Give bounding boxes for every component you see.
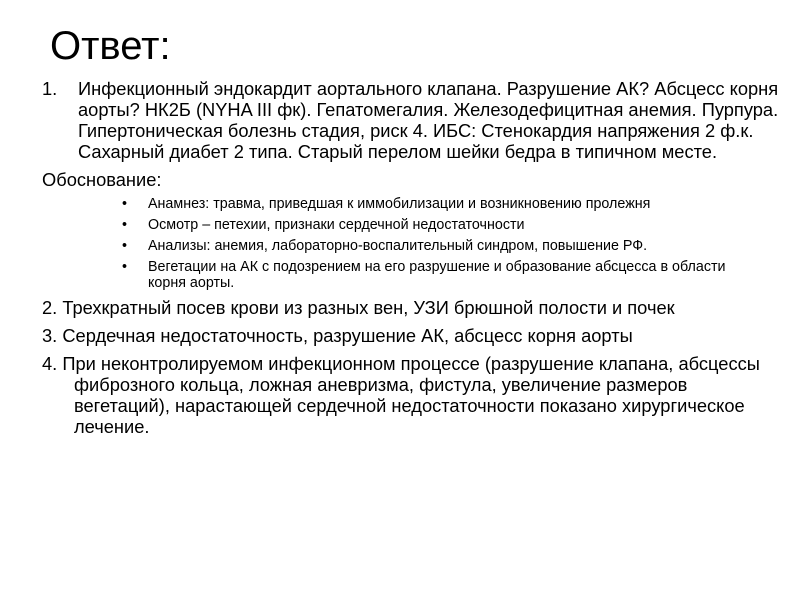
slide-content: [42, 78, 782, 444]
answer-item-2: 2. Трехкратный посев крови из разных вен, УЗИ брюшной полости и почек: [42, 297, 675, 318]
answer-item-3: 3. Сердечная недостаточность, разрушение АК, абсцесс корня аорты: [42, 325, 633, 346]
rationale-item-anamnesis: [42, 196, 782, 212]
bullet-icon: •: [122, 196, 128, 212]
answer-item-4: 4. При неконтролируемом инфекционном процессе (разрушение клапана, абсцессы фиброзного кольца, ложная аневризма, фистула, увеличение размеров вегетаций), нарастающей сердечной недостаточности показано хирургическое лечение.: [42, 353, 760, 437]
slide-title: Ответ:: [50, 24, 171, 68]
answer-item-1-text: Инфекционный эндокардит аортального клапана. Разрушение АК? Абсцесс корня аорты? НК2Б (NYHA III фк). Гепатомегалия. Железодефицитная анемия. Пурпура. Гипертоническая болезнь стадия, риск 4. ИБС: Стенокардия напряжения 2 ф.к. Сахарный диабет 2 типа. Старый перелом шейки бедра в типичном месте.: [78, 78, 779, 162]
rationale-item-text: Осмотр – петехии, признаки сердечной недостаточности: [148, 217, 525, 233]
rationale-item-text: Вегетации на АК с подозрением на его разрушение и образование абсцесса в области корня аорты.: [148, 259, 726, 291]
rationale-item-text: Анамнез: травма, приведшая к иммобилизации и возникновению пролежня: [148, 196, 651, 212]
rationale-list: [42, 196, 782, 291]
bullet-icon: •: [122, 259, 128, 275]
rationale-heading: Обоснование:: [42, 169, 162, 190]
rationale-item-analyses: [42, 238, 782, 254]
bullet-icon: •: [122, 217, 128, 233]
rationale-item-vegetations: [42, 259, 782, 291]
rationale-item-text: Анализы: анемия, лабораторно-воспалительный синдром, повышение РФ.: [148, 238, 648, 254]
answer-item-1-number: 1.: [42, 78, 58, 99]
answer-item-1: [42, 78, 782, 162]
rationale-item-examination: [42, 217, 782, 233]
bullet-icon: •: [122, 238, 128, 254]
